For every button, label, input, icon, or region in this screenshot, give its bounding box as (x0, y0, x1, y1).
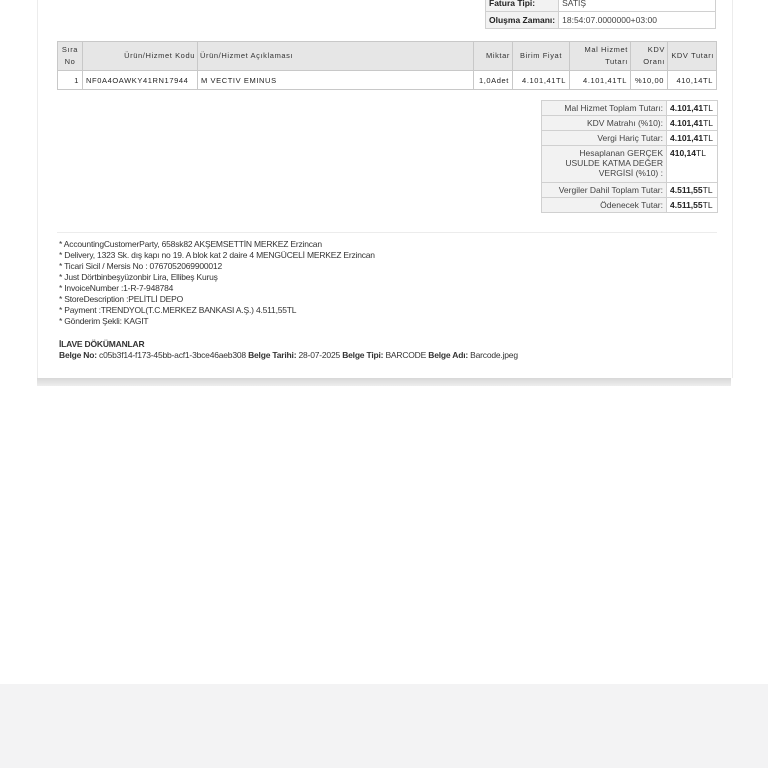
cell-aciklama: M VECTIV EMINUS (198, 71, 474, 90)
totals-table (541, 100, 718, 213)
section-divider (57, 232, 717, 233)
totals-value (667, 198, 718, 213)
belge-adi-value: Barcode.jpeg (470, 350, 518, 360)
totals-amount: 4.511,55 (670, 185, 703, 195)
meta-key: Oluşma Zamanı: (486, 12, 559, 29)
table-row (58, 71, 717, 90)
totals-amount: 4.511,55 (670, 200, 703, 210)
belge-no-value: c05b3f14-f173-45bb-acf1-3bce46aeb308 (99, 350, 246, 360)
totals-amount: 4.101,41 (670, 118, 704, 128)
cell-mal-hizmet-tutari: 4.101,41TL (570, 71, 631, 90)
totals-unit: TL (703, 133, 714, 143)
extra-document-line (59, 350, 518, 361)
totals-value (667, 116, 718, 131)
header-mal-hizmet-tutari: Mal Hizmet Tutarı (570, 42, 631, 71)
totals-amount: 4.101,41 (670, 103, 704, 113)
cell-kod: NF0A4OAWKY41RN17944 (83, 71, 198, 90)
totals-row (542, 183, 718, 198)
note-line: * Ticari Sicil / Mersis No : 0767052069900012 (59, 261, 222, 271)
note-line: * Gönderim Şekli: KAGIT (59, 316, 149, 326)
header-birim-fiyat: Birim Fiyat (513, 42, 570, 71)
totals-value (667, 101, 718, 116)
totals-label: KDV Matrahı (%10): (542, 116, 667, 131)
cell-sira: 1 (58, 71, 83, 90)
totals-value (667, 146, 718, 183)
note-line: * Delivery, 1323 Sk. dış kapı no 19. A blok kat 2 daire 4 MENGÜCELİ MERKEZ Erzincan (59, 250, 375, 260)
header-kdv-orani: KDV Oranı (631, 42, 668, 71)
totals-amount: 4.101,41 (670, 133, 704, 143)
totals-row (542, 198, 718, 213)
totals-value (667, 183, 718, 198)
totals-amount: 410,14 (670, 148, 696, 158)
belge-tipi-value: BARCODE (385, 350, 427, 360)
extra-documents-title: İLAVE DÖKÜMANLAR (59, 339, 145, 349)
cell-birim-fiyat: 4.101,41TL (513, 71, 570, 90)
header-kdv-tutari: KDV Tutarı (668, 42, 717, 71)
items-header-row (58, 42, 717, 71)
header-miktar: Miktar (474, 42, 513, 71)
totals-label: Ödenecek Tutar: (542, 198, 667, 213)
note-line: * InvoiceNumber :1-R-7-948784 (59, 283, 174, 293)
meta-value: 18:54:07.0000000+03:00 (559, 12, 716, 29)
belge-adi-label: Belge Adı: (428, 350, 468, 360)
items-table (57, 41, 717, 90)
totals-row (542, 116, 718, 131)
totals-label: Mal Hizmet Toplam Tutarı: (542, 101, 667, 116)
totals-row (542, 101, 718, 116)
totals-label: Hesaplanan GERÇEK USULDE KATMA DEĞER VERGİSİ (%10) : (542, 146, 667, 183)
belge-no-label: Belge No: (59, 350, 97, 360)
header-sira-no: Sıra No (58, 42, 83, 71)
meta-key: Fatura Tipi: (486, 0, 559, 12)
totals-label: Vergiler Dahil Toplam Tutar: (542, 183, 667, 198)
bottom-background (0, 684, 768, 768)
totals-label: Vergi Hariç Tutar: (542, 131, 667, 146)
totals-unit: TL (702, 185, 713, 195)
meta-value: SATIŞ (559, 0, 716, 12)
invoice-meta-table (485, 0, 716, 29)
cell-kdv-tutari: 410,14TL (668, 71, 717, 90)
totals-row (542, 146, 718, 183)
note-line: * AccountingCustomerParty, 658sk82 AKŞEMSETTİN MERKEZ Erzincan (59, 239, 322, 249)
totals-unit: TL (702, 200, 713, 210)
totals-unit: TL (703, 118, 714, 128)
cell-kdv-orani: %10,00 (631, 71, 668, 90)
belge-tipi-label: Belge Tipi: (342, 350, 384, 360)
totals-unit: TL (696, 148, 706, 158)
note-line: * Just Dörtbinbeşyüzonbir Lira, Ellibeş Kuruş (59, 272, 218, 282)
totals-row (542, 131, 718, 146)
header-urun-kodu: Ürün/Hizmet Kodu (83, 42, 198, 71)
meta-row-fatura-tipi (486, 0, 716, 12)
totals-unit: TL (703, 103, 714, 113)
extra-documents (59, 339, 518, 361)
totals-value (667, 131, 718, 146)
header-urun-aciklama: Ürün/Hizmet Açıklaması (198, 42, 474, 71)
belge-tarihi-label: Belge Tarihi: (248, 350, 297, 360)
invoice-notes (59, 239, 375, 327)
belge-tarihi-value: 28-07-2025 (298, 350, 341, 360)
note-line: * StoreDescription :PELİTLİ DEPO (59, 294, 183, 304)
note-line: * Payment :TRENDYOL(T.C.MERKEZ BANKASI A.Ş.) 4.511,55TL (59, 305, 297, 315)
cell-miktar: 1,0Adet (474, 71, 513, 90)
page-shadow (37, 378, 731, 386)
meta-row-olusma-zamani (486, 12, 716, 29)
